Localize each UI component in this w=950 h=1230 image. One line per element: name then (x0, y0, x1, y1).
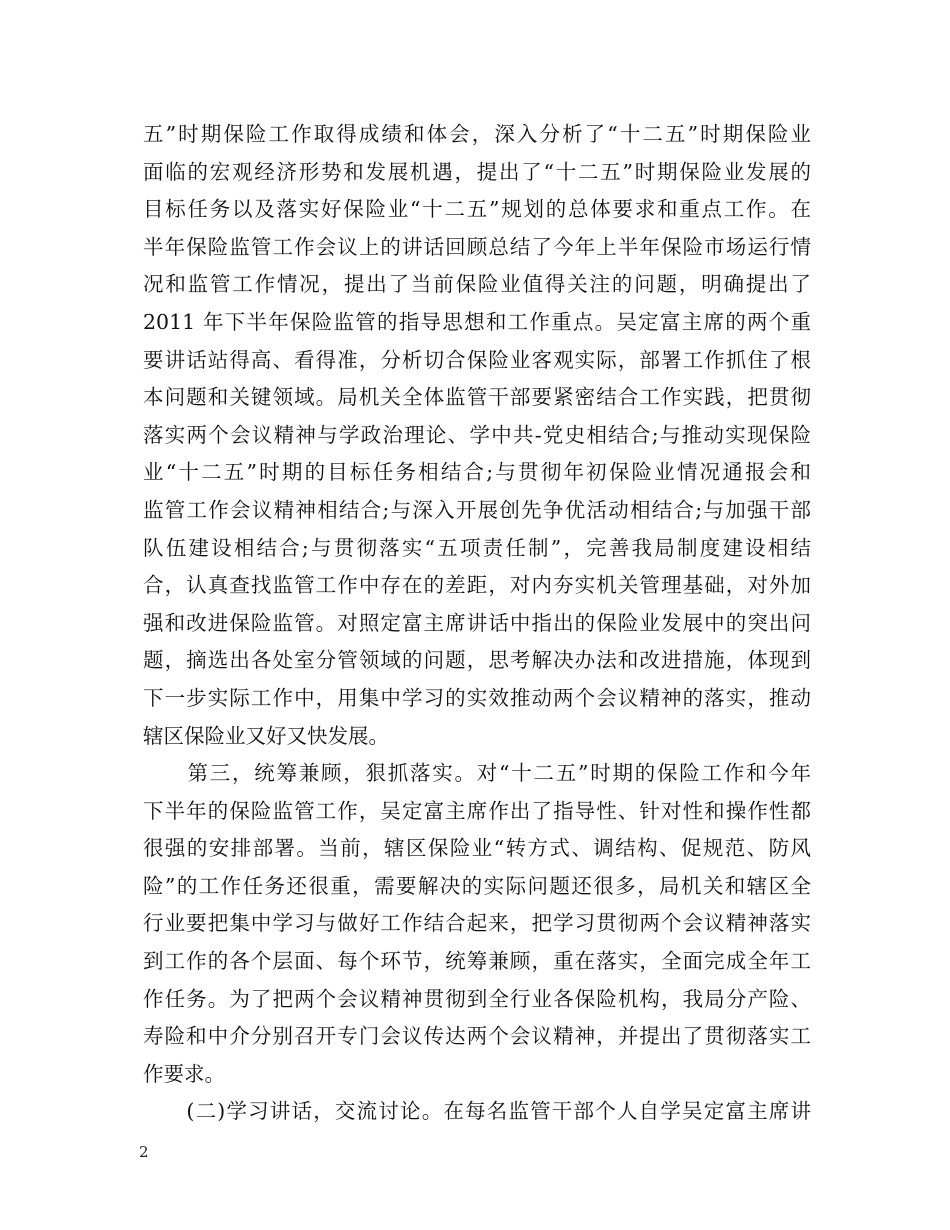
paragraph-end-line: 辖区保险业又好又快发展。 (143, 723, 389, 748)
text-line: 到工作的各个层面、每个环节，统筹兼顾，重在落实，全面完成全年工 (143, 949, 811, 974)
text-line: 很强的安排部署。当前，辖区保险业“转方式、调结构、促规范、防风 (143, 836, 811, 861)
text-line: 要讲话站得高、看得准，分析切合保险业客观实际，部署工作抓住了根 (143, 347, 811, 372)
text-line: 况和监管工作情况，提出了当前保险业值得关注的问题，明确提出了 (143, 272, 811, 297)
text-line: 作任务。为了把两个会议精神贯彻到全行业各保险机构，我局分产险、 (143, 986, 811, 1011)
text-line: 寿险和中介分别召开专门会议传达两个会议精神，并提出了贯彻落实工 (143, 1024, 811, 1049)
text-line: 强和改进保险监管。对照定富主席讲话中指出的保险业发展中的突出问 (143, 610, 811, 635)
text-line: 落实两个会议精神与学政治理论、学中共-党史相结合;与推动实现保险 (143, 422, 811, 447)
section-heading-line: (二)学习讲话，交流讨论。在每名监管干部个人自学吴定富主席讲 (143, 1099, 811, 1124)
text-line: 监管工作会议精神相结合;与深入开展创先争优活动相结合;与加强干部 (143, 497, 811, 522)
page-number: 2 (139, 1143, 149, 1161)
text-line: 下半年的保险监管工作，吴定富主席作出了指导性、针对性和操作性都 (143, 798, 811, 823)
text-line: 目标任务以及落实好保险业“十二五”规划的总体要求和重点工作。在 (143, 197, 811, 222)
text-line: 下一步实际工作中，用集中学习的实效推动两个会议精神的落实，推动 (143, 685, 811, 710)
text-line: 面临的宏观经济形势和发展机遇，提出了“十二五”时期保险业发展的 (143, 159, 811, 184)
text-line: 行业要把集中学习与做好工作结合起来，把学习贯彻两个会议精神落实 (143, 911, 811, 936)
text-line: 合，认真查找监管工作中存在的差距，对内夯实机关管理基础，对外加 (143, 573, 811, 598)
text-line: 2011 年下半年保险监管的指导思想和工作重点。吴定富主席的两个重 (143, 309, 811, 334)
paragraph-first-line: 第三，统筹兼顾，狠抓落实。对“十二五”时期的保险工作和今年 (143, 761, 811, 786)
body-text (143, 116, 811, 1131)
text-line: 五”时期保险工作取得成绩和体会，深入分析了“十二五”时期保险业 (143, 122, 811, 146)
text-line: 险”的工作任务还很重，需要解决的实际问题还很多，局机关和辖区全 (143, 873, 811, 898)
paragraph-end-line: 作要求。 (143, 1061, 225, 1086)
text-line: 题，摘选出各处室分管领域的问题，思考解决办法和改进措施，体现到 (143, 648, 811, 673)
text-line: 本问题和关键领域。局机关全体监管干部要紧密结合工作实践，把贯彻 (143, 385, 811, 410)
text-line: 业“十二五”时期的目标任务相结合;与贯彻年初保险业情况通报会和 (143, 460, 811, 485)
text-line: 半年保险监管工作会议上的讲话回顾总结了今年上半年保险市场运行情 (143, 234, 811, 259)
text-line: 队伍建设相结合;与贯彻落实“五项责任制”，完善我局制度建设相结 (143, 535, 811, 560)
